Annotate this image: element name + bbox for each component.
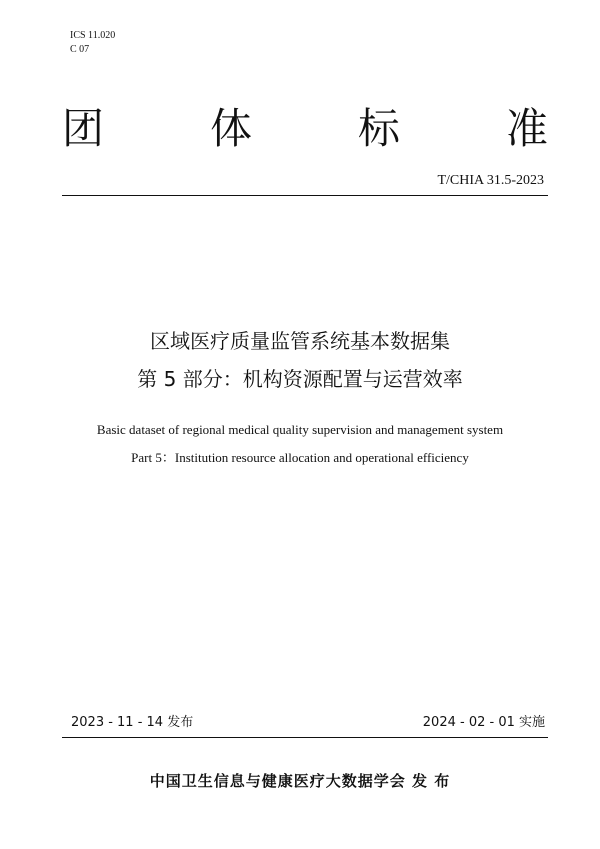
chinese-title-line-2: 第 5 部分：机构资源配置与运营效率 bbox=[137, 367, 463, 391]
standard-type-char: 团 bbox=[62, 104, 105, 153]
publisher: 中国卫生信息与健康医疗大数据学会 发 布 bbox=[149, 772, 451, 790]
standard-type-char: 标 bbox=[357, 104, 400, 153]
chinese-title-line-1: 区域医疗质量监管系统基本数据集 bbox=[150, 329, 450, 353]
standard-type-title bbox=[62, 103, 548, 155]
ics-code: ICS 11.020 bbox=[70, 30, 116, 41]
implementation-date: 2024 - 02 - 01 实施 bbox=[422, 715, 545, 730]
ccs-code: C 07 bbox=[70, 44, 90, 55]
header-divider bbox=[62, 195, 548, 196]
english-title-line-1: Basic dataset of regional medical quality supervision and management system bbox=[96, 422, 504, 437]
footer-divider bbox=[62, 737, 548, 738]
standard-type-char: 准 bbox=[505, 104, 548, 153]
english-title-line-2: Part 5：Institution resource allocation and operational efficiency bbox=[131, 450, 469, 465]
standard-type-char: 体 bbox=[209, 104, 252, 153]
standard-number: T/CHIA 31.5-2023 bbox=[437, 173, 544, 188]
issue-date: 2023 - 11 - 14 发布 bbox=[71, 715, 194, 730]
